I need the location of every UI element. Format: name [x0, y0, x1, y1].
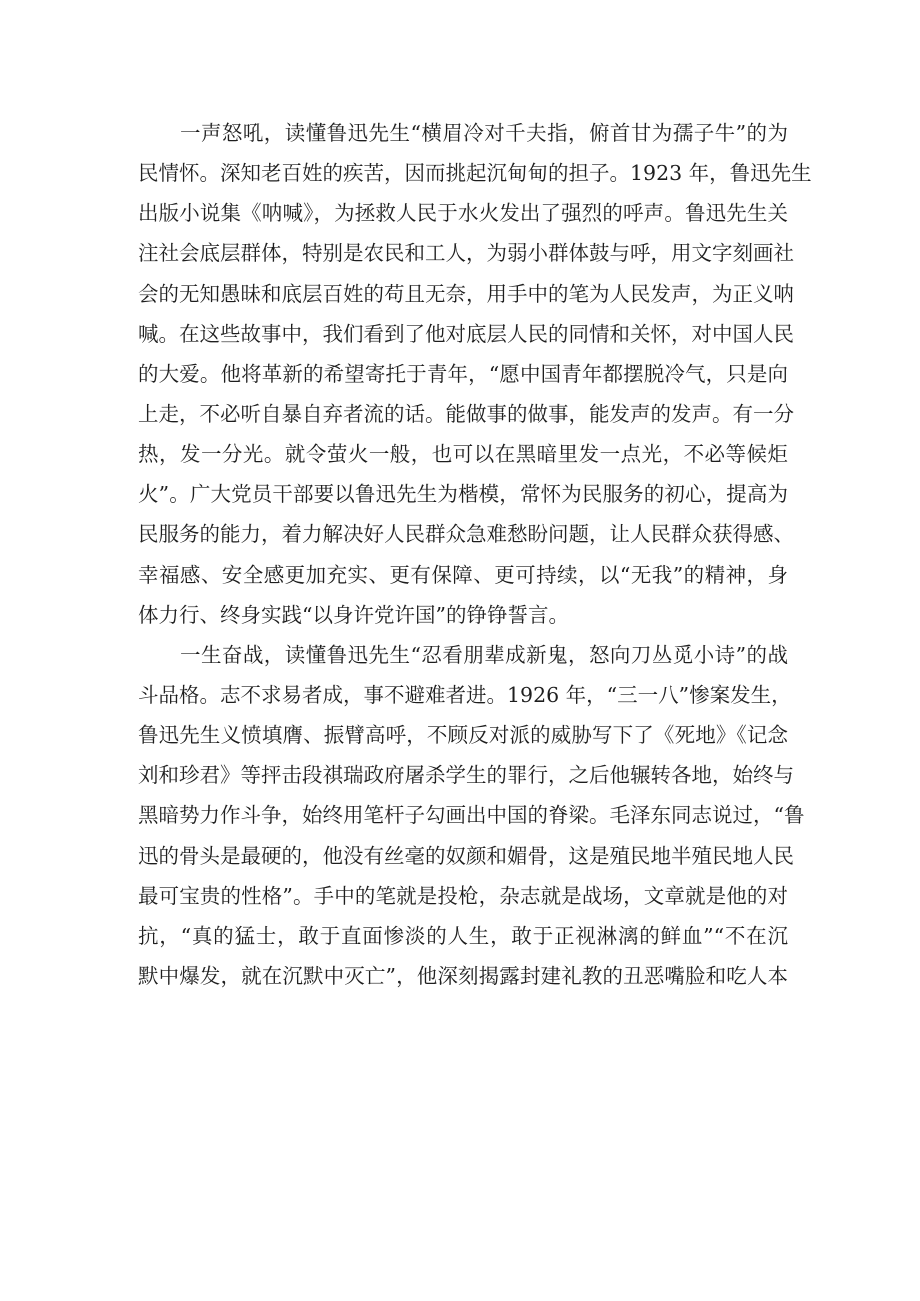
paragraph-line: 鲁迅先生义愤填膺、振臂高呼，不顾反对派的威胁写下了《死地》《记念	[138, 723, 788, 748]
paragraph-line: 出版小说集《呐喊》，为拯救人民于水火发出了强烈的呼声。鲁迅先生关	[138, 201, 788, 226]
paragraph-line: 注社会底层群体，特别是农民和工人，为弱小群体鼓与呼，用文字刻画社	[138, 241, 794, 266]
paragraph-line: 默中爆发，就在沉默中灭亡”，他深刻揭露封建礼教的丑恶嘴脸和吃人本	[138, 963, 788, 988]
paragraph-line: 刘和珍君》等抨击段祺瑞政府屠杀学生的罪行，之后他辗转各地，始终与	[138, 763, 794, 788]
paragraph-line: 的大爱。他将革新的希望寄托于青年，“愿中国青年都摆脱冷气，只是向	[138, 361, 788, 386]
paragraph-line: 民服务的能力，着力解决好人民群众急难愁盼问题，让人民群众获得感、	[138, 522, 794, 547]
paragraph-line: 迅的骨头是最硬的，他没有丝毫的奴颜和媚骨，这是殖民地半殖民地人民	[138, 843, 794, 868]
paragraph-line: 民情怀。深知老百姓的疾苦，因而挑起沉甸甸的担子。1923 年，鲁迅先生	[138, 161, 812, 186]
paragraph-line: 会的无知愚昧和底层百姓的苟且无奈，用手中的笔为人民发声，为正义呐	[138, 281, 794, 306]
paragraph-line: 喊。在这些故事中，我们看到了他对底层人民的同情和关怀，对中国人民	[138, 321, 794, 346]
paragraph-line: 黑暗势力作斗争，始终用笔杆子勾画出中国的脊梁。毛泽东同志说过，“鲁	[138, 803, 805, 828]
paragraph-line: 斗品格。志不求易者成，事不避难者进。1926 年，“三一八”惨案发生，	[138, 682, 792, 707]
paragraph-line: 热，发一分光。就令萤火一般，也可以在黑暗里发一点光，不必等候炬	[138, 442, 788, 467]
paragraph-line: 一声怒吼，读懂鲁迅先生“横眉冷对千夫指，俯首甘为孺子牛”的为	[180, 121, 788, 145]
paragraph-line: 幸福感、安全感更加充实、更有保障、更可持续，以“无我”的精神，身	[138, 562, 788, 587]
paragraph-line: 一生奋战，读懂鲁迅先生“忍看朋辈成新鬼，怒向刀丛觅小诗”的战	[180, 642, 788, 667]
paragraph-line: 体力行、终身实践“以身许党许国”的铮铮誓言。	[138, 602, 569, 627]
paragraph-line: 最可宝贵的性格”。手中的笔就是投枪，杂志就是战场，文章就是他的对	[138, 883, 788, 908]
paragraph-1	[138, 113, 812, 635]
paragraph-2	[138, 635, 805, 996]
paragraph-line: 火”。广大党员干部要以鲁迅先生为楷模，常怀为民服务的初心，提高为	[138, 482, 788, 507]
document-body	[138, 113, 812, 996]
paragraph-line: 抗，“真的猛士，敢于直面惨淡的人生，敢于正视淋漓的鲜血”“不在沉	[138, 923, 788, 948]
paragraph-line: 上走，不必听自暴自弃者流的话。能做事的做事，能发声的发声。有一分	[138, 401, 794, 426]
